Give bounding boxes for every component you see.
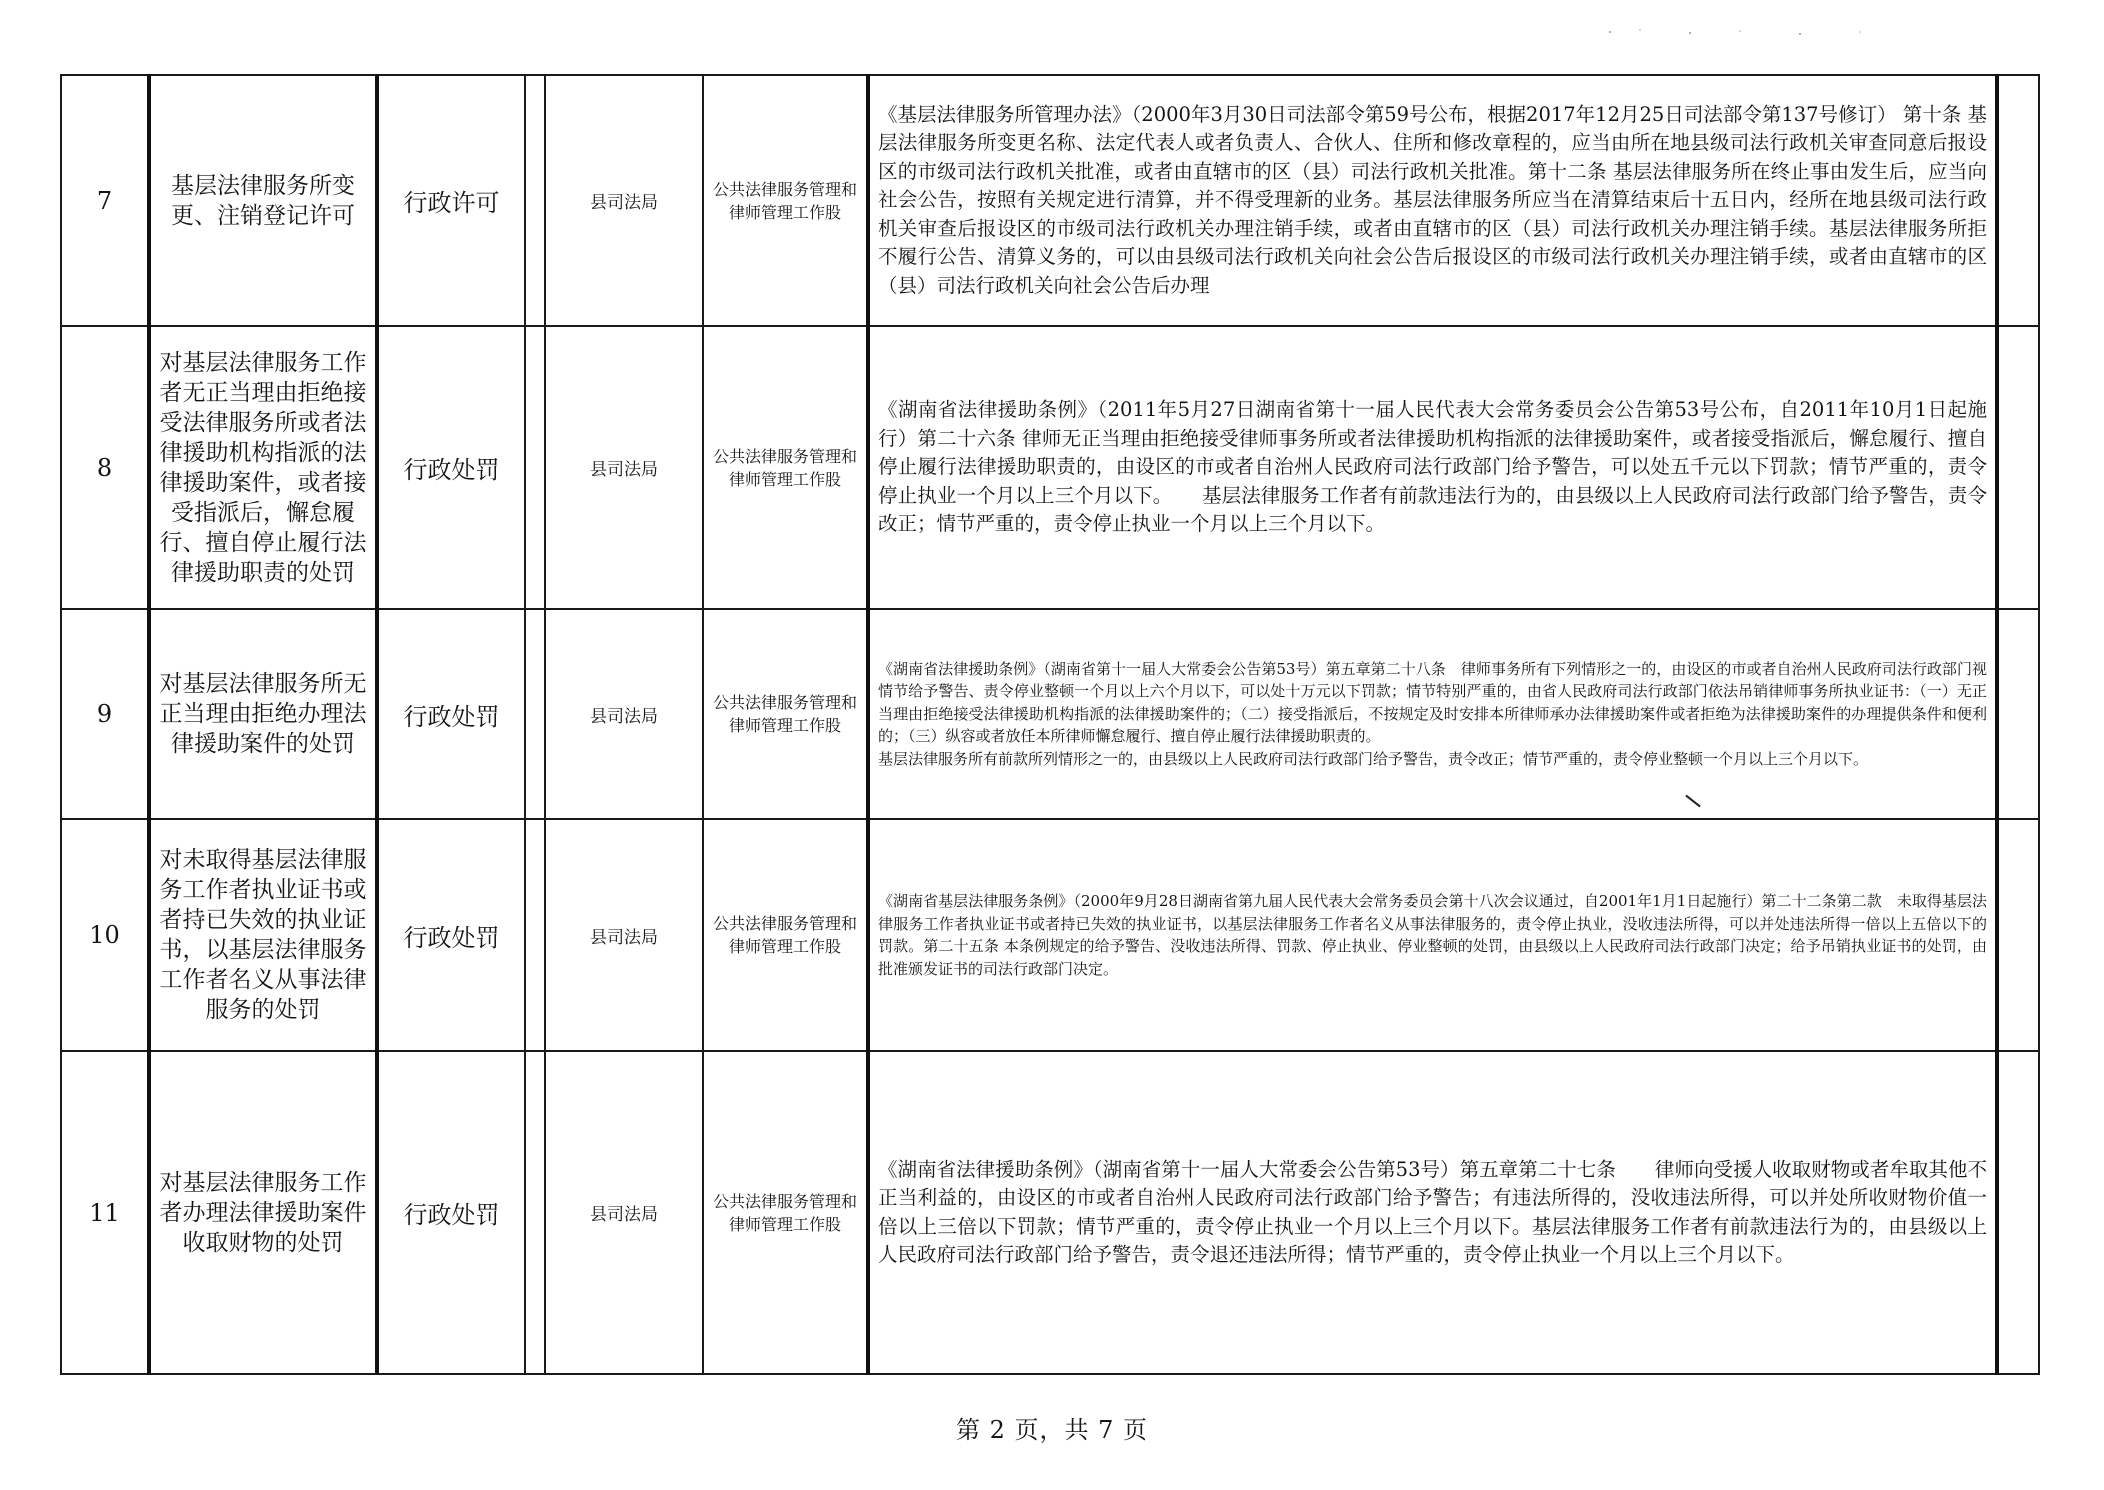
legal-basis xyxy=(868,819,1997,1051)
remarks-cell xyxy=(1997,75,2039,326)
remarks-cell xyxy=(1997,1051,2039,1374)
responsible-department: 公共法律服务管理和律师管理工作股 xyxy=(703,609,868,819)
row-number: 8 xyxy=(61,326,149,609)
power-type: 行政处罚 xyxy=(377,326,525,609)
power-type: 行政许可 xyxy=(377,75,525,326)
legal-basis-text: 《湖南省基层法律服务条例》（2000年9月28日湖南省第九届人民代表大会常务委员会第十八次会议通过，自2001年1月1日起施行）第二十二条第二款 未取得基层法律服务工作者执业证书或者持已失效的执业证书，以基层法律服务工作者名义从事法律服务的，责令停止执业，没收违法所得，可以并处违法所得一倍以上五倍以下的罚款。第二十五条 本条例规定的给予警告、没收违法所得、罚款、停止执业、停业整顿的处罚，由县级以上人民政府司法行政部门决定；给予吊销执业证书的处罚，由批准颁发证书的司法行政部门决定。 xyxy=(878,892,1987,978)
legal-basis-text: 《湖南省法律援助条例》（湖南省第十一届人大常委会公告第53号）第五章第二十八条 律师事务所有下列情形之一的，由设区的市或者自治州人民政府司法行政部门视情节给予警告、责令停业整顿一个月以上六个月以下，可以处十万元以下罚款；情节特别严重的，由省人民政府司法行政部门依法吊销律师事务所执业证书：（一）无正当理由拒绝接受法律援助机构指派的法律援助案件的；（二）接受指派后，不按规定及时安排本所律师承办法律援助案件或者拒绝为法律援助案件的办理提供条件和便利的；（三）纵容或者放任本所律师懈怠履行、擅自停止履行法律援助职责的。 xyxy=(878,659,1987,746)
power-name: 对基层法律服务工作者无正当理由拒绝接受法律服务所或者法律援助机构指派的法律援助案件，或者接受指派后，懈怠履行、擅自停止履行法律援助职责的处罚 xyxy=(149,326,377,609)
power-type: 行政处罚 xyxy=(377,819,525,1051)
responsible-department: 公共法律服务管理和律师管理工作股 xyxy=(703,1051,868,1374)
table-row xyxy=(61,819,2039,1051)
power-name: 对未取得基层法律服务工作者执业证书或者持已失效的执业证书，以基层法律服务工作者名义从事法律服务的处罚 xyxy=(149,819,377,1051)
implementing-subject: 县司法局 xyxy=(545,326,703,609)
row-number: 11 xyxy=(61,1051,149,1374)
implementing-subject: 县司法局 xyxy=(545,75,703,326)
legal-basis xyxy=(868,326,1997,609)
table-row xyxy=(61,1051,2039,1374)
power-name: 对基层法律服务工作者办理法律援助案件收取财物的处罚 xyxy=(149,1051,377,1374)
row-number: 9 xyxy=(61,609,149,819)
table-row xyxy=(61,75,2039,326)
legal-basis-text: 《湖南省法律援助条例》（湖南省第十一届人大常委会公告第53号）第五章第二十七条 律师向受援人收取财物或者牟取其他不正当利益的，由设区的市或者自治州人民政府司法行政部门给予警告；有违法所得的，没收违法所得，可以并处所收财物价值一倍以上三倍以下罚款；情节严重的，责令停止执业一个月以上三个月以下。基层法律服务工作者有前款违法行为的，由县级以上人民政府司法行政部门给予警告，责令退还违法所得；情节严重的，责令停止执业一个月以上三个月以下。 xyxy=(878,1157,1987,1266)
power-name: 对基层法律服务所无正当理由拒绝办理法律援助案件的处罚 xyxy=(149,609,377,819)
legal-basis-text: 《基层法律服务所管理办法》（2000年3月30日司法部令第59号公布，根据2017年12月25日司法部令第137号修订） 第十条 基层法律服务所变更名称、法定代表人或者负责人、合伙人、住所和修改章程的，应当由所在地县级司法行政机关审查同意后报设区的市级司法行政机关批准，或者由直辖市的区（县）司法行政机关批准。第十二条 基层法律服务所在终止事由发生后，应当向社会公告，按照有关规定进行清算，并不得受理新的业务。基层法律服务所应当在清算结束后十五日内，经所在地县级司法行政机关审查后报设区的市级司法行政机关办理注销手续，或者由直辖市的区（县）司法行政机关办理注销手续。基层法律服务所拒不履行公告、清算义务的，可以由县级司法行政机关向社会公告后报设区的市级司法行政机关办理注销手续，或者由直辖市的区（县）司法行政机关向社会公告后办理 xyxy=(878,102,1987,297)
responsible-department: 公共法律服务管理和律师管理工作股 xyxy=(703,75,868,326)
responsible-department: 公共法律服务管理和律师管理工作股 xyxy=(703,819,868,1051)
legal-basis xyxy=(868,609,1997,819)
spacer-cell xyxy=(525,609,545,819)
table-row xyxy=(61,609,2039,819)
spacer-cell xyxy=(525,326,545,609)
spacer-cell xyxy=(525,819,545,1051)
power-type: 行政处罚 xyxy=(377,1051,525,1374)
implementing-subject: 县司法局 xyxy=(545,609,703,819)
legal-basis-text: 基层法律服务所有前款所列情形之一的，由县级以上人民政府司法行政部门给予警告，责令改正；情节严重的，责令停业整顿一个月以上三个月以下。 xyxy=(878,749,1869,768)
responsible-department: 公共法律服务管理和律师管理工作股 xyxy=(703,326,868,609)
implementing-subject: 县司法局 xyxy=(545,1051,703,1374)
power-type: 行政处罚 xyxy=(377,609,525,819)
remarks-cell xyxy=(1997,326,2039,609)
page-number-footer: 第 2 页，共 7 页 xyxy=(955,1416,1149,1444)
remarks-cell xyxy=(1997,819,2039,1051)
row-number: 10 xyxy=(61,819,149,1051)
legal-basis xyxy=(868,1051,1997,1374)
legal-basis-text: 《湖南省法律援助条例》（2011年5月27日湖南省第十一届人民代表大会常务委员会公告第53号公布，自2011年10月1日起施行）第二十六条 律师无正当理由拒绝接受律师事务所或者法律援助机构指派的法律援助案件，或者接受指派后，懈怠履行、擅自停止履行法律援助职责的，由设区的市或者自治州人民政府司法行政部门给予警告，可以处五千元以下罚款；情节严重的，责令停止执业一个月以上三个月以下。 基层法律服务工作者有前款违法行为的，由县级以上人民政府司法行政部门给予警告，责令改正；情节严重的，责令停止执业一个月以上三个月以下。 xyxy=(878,398,1987,536)
row-number: 7 xyxy=(61,75,149,326)
spacer-cell xyxy=(525,1051,545,1374)
power-name: 基层法律服务所变更、注销登记许可 xyxy=(149,75,377,326)
spacer-cell xyxy=(525,75,545,326)
table-row xyxy=(61,326,2039,609)
remarks-cell xyxy=(1997,609,2039,819)
legal-basis xyxy=(868,75,1997,326)
scan-speckle xyxy=(1600,28,1900,36)
power-list-table xyxy=(60,74,2040,1375)
implementing-subject: 县司法局 xyxy=(545,819,703,1051)
